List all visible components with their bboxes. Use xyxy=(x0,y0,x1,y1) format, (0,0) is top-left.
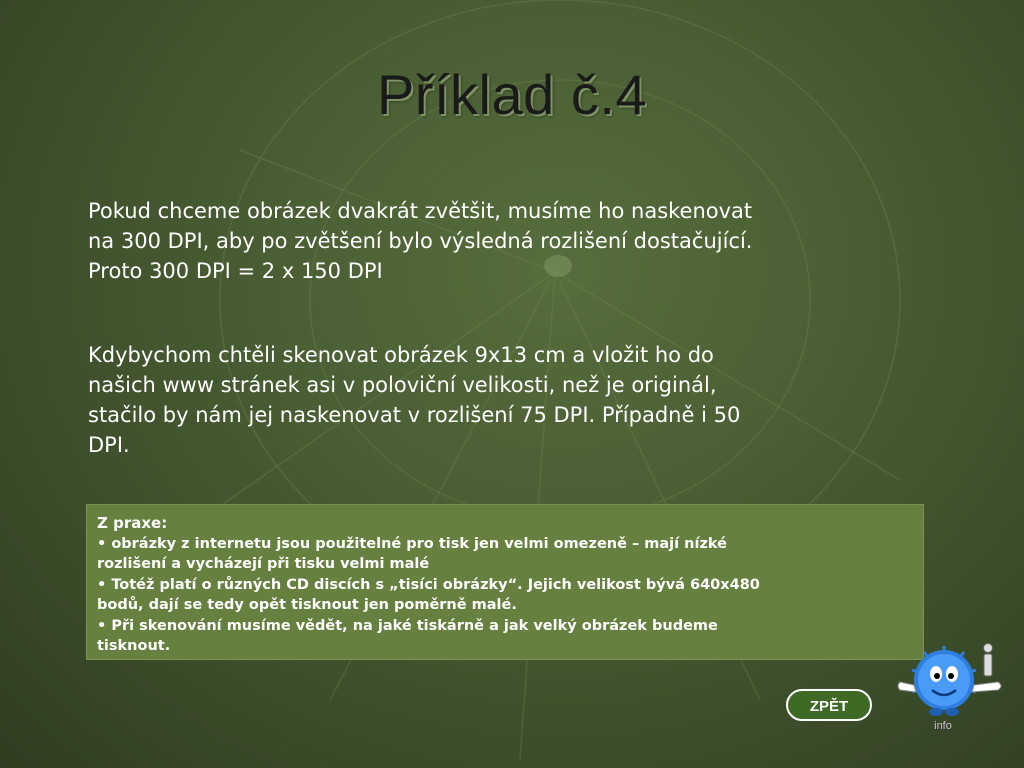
back-button[interactable]: ZPĚT xyxy=(786,689,872,721)
practice-line: bodů, dají se tedy opět tisknout jen poměrně malé. xyxy=(97,597,517,613)
paragraph-line: našich www stránek asi v poloviční velikosti, než je originál, xyxy=(88,373,717,397)
paragraph-line: DPI. xyxy=(88,433,130,457)
practice-line: tisknout. xyxy=(97,638,171,654)
practice-line: rozlišení a vycházejí při tisku velmi malé xyxy=(97,556,430,572)
paragraph-line: Proto 300 DPI = 2 x 150 DPI xyxy=(88,259,383,283)
paragraph-line: stačilo by nám jej naskenovat v rozlišení 75 DPI. Případně i 50 xyxy=(88,403,741,427)
slide-title: Příklad č.4 xyxy=(376,63,648,126)
mascot-label: info xyxy=(934,720,952,732)
practice-notes-box xyxy=(86,504,924,660)
practice-heading: Z praxe: xyxy=(97,514,168,532)
paragraph-line: Kdybychom chtěli skenovat obrázek 9x13 cm a vložit ho do xyxy=(88,343,714,367)
practice-line: • Při skenování musíme vědět, na jaké tiskárně a jak velký obrázek budeme xyxy=(97,617,718,634)
practice-line: • Totéž platí o různých CD discích s „tisíci obrázky“. Jejich velikost bývá 640x480 xyxy=(97,576,760,593)
paragraph-dpi-scaling xyxy=(88,196,918,286)
paragraph-web-scan xyxy=(88,340,918,460)
paragraph-line: na 300 DPI, aby po zvětšení bylo výsledná rozlišení dostačující. xyxy=(88,229,753,253)
paragraph-line: Pokud chceme obrázek dvakrát zvětšit, musíme ho naskenovat xyxy=(88,199,753,223)
practice-line: • obrázky z internetu jsou použitelné pro tisk jen velmi omezeně – mají nízké xyxy=(97,535,727,552)
